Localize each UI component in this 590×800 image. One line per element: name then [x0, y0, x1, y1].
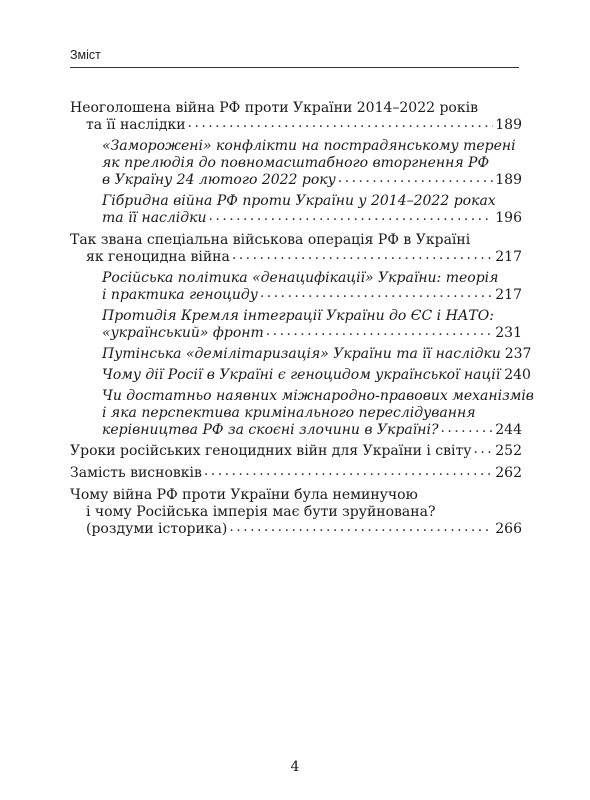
- toc-entry[interactable]: [70, 193, 522, 227]
- toc-page-number: 252: [495, 443, 522, 459]
- toc-entry-title-line: Чому дії Росії в Україні є геноцидом української нації: [102, 367, 501, 383]
- toc-entry-title-line: та її наслідки: [86, 117, 186, 133]
- dot-leader: [232, 249, 493, 261]
- toc-entry-title-line: (роздуми історика): [86, 521, 228, 537]
- toc-entry-title-line: Чому війна РФ проти України була неминучою: [70, 487, 418, 503]
- toc-entry-title-line: «Заморожені» конфлікти на пострадянському терені: [102, 138, 516, 154]
- toc-entry[interactable]: [70, 487, 522, 538]
- toc-entry-title-line: керівництва РФ за скоєні злочини в Україні?: [102, 422, 439, 438]
- toc-entry[interactable]: [70, 232, 522, 266]
- toc-page-number: 262: [495, 465, 522, 481]
- dot-leader: [266, 325, 493, 337]
- toc-entry-title-line: Російська політика «денацифікації» України: теорія: [102, 270, 499, 286]
- toc-entry[interactable]: [70, 367, 531, 384]
- toc-entry-title-line: Замість висновків: [70, 465, 202, 481]
- dot-leader: [260, 287, 493, 299]
- toc-entry-title-line: «український» фронт: [102, 325, 264, 341]
- toc-entry[interactable]: [70, 346, 532, 363]
- toc-page-number: 189: [495, 172, 522, 188]
- toc-entry[interactable]: [70, 308, 522, 342]
- toc-page-number: 189: [495, 117, 522, 133]
- toc-entry-title-line: як прелюдія до повномасштабного вторгнення РФ: [102, 155, 490, 171]
- toc-entry[interactable]: [70, 443, 522, 460]
- dot-leader: [229, 521, 493, 533]
- toc-entry-title-line: Неоголошена війна РФ проти України 2014–2022 років: [70, 100, 478, 116]
- page-number: 4: [290, 759, 300, 775]
- toc-entry-title-line: в Україну 24 лютого 2022 року: [102, 172, 336, 188]
- toc-entry-title-line: Чи достатньо наявних міжнародно-правових механізмів: [102, 388, 534, 404]
- toc-entry-title-line: і яка перспектива кримінального переслідування: [102, 405, 476, 421]
- toc-entry-title-line: і практика геноциду: [102, 287, 258, 303]
- toc-entry-title-line: Гібридна війна РФ проти України у 2014–2022 роках: [102, 193, 496, 209]
- toc-entry-title-line: і чому Російська імперія має бути зруйнована?: [86, 504, 436, 520]
- toc-entry[interactable]: [70, 465, 522, 482]
- dot-leader: [204, 465, 493, 477]
- toc-entry-title-line: Путінська «демілітаризація» України та її наслідки: [102, 346, 501, 362]
- toc-page-number: 217: [495, 287, 522, 303]
- dot-leader: [440, 422, 493, 434]
- toc-page-number: 266: [495, 521, 522, 537]
- toc-page-number: 244: [495, 422, 522, 438]
- toc-entry-title-line: Уроки російських геноцидних війн для України і світу: [70, 443, 472, 459]
- toc-page-number: 240: [504, 367, 531, 383]
- dot-leader: [209, 210, 494, 222]
- toc-entry-title-line: Протидія Кремля інтеграції України до ЄС і НАТО:: [102, 308, 494, 324]
- dot-leader: [473, 443, 493, 455]
- header-rule: [70, 67, 519, 68]
- toc-entry[interactable]: [70, 100, 522, 134]
- running-header: Зміст: [70, 48, 101, 62]
- toc-entry-title-line: як геноцидна війна: [86, 249, 230, 265]
- toc-entry-title-line: та її наслідки: [102, 210, 207, 226]
- toc-page-number: 196: [495, 210, 522, 226]
- toc-page-number: 231: [495, 325, 522, 341]
- table-of-contents: [70, 100, 534, 538]
- toc-entry[interactable]: [70, 270, 522, 304]
- toc-page-number: 237: [504, 346, 532, 362]
- toc-entry[interactable]: [70, 138, 522, 189]
- toc-entry-title-line: Так звана спеціальна військова операція РФ в Україні: [70, 232, 471, 248]
- dot-leader: [338, 172, 493, 184]
- toc-entry[interactable]: [70, 388, 534, 439]
- toc-page-number: 217: [495, 249, 522, 265]
- dot-leader: [188, 117, 494, 129]
